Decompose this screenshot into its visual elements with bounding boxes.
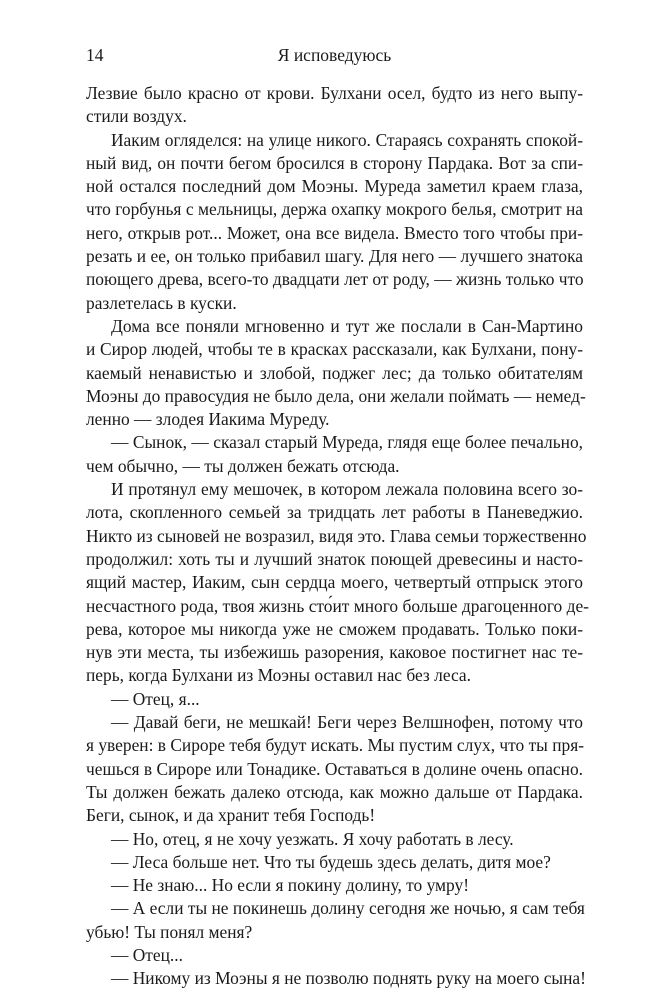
text-line: каемый ненавистью и злобой, поджег лес; да только обитателям bbox=[86, 362, 583, 383]
text-line: и Сирор людей, чтобы те в красках рассказали, как Булхани, пону- bbox=[86, 339, 583, 360]
text-line: — А если ты не покинешь долину сегодня же ночью, я сам тебя bbox=[111, 898, 585, 919]
text-line: ный вид, он почти бегом бросился в сторону Пардака. Вот за спи- bbox=[86, 152, 583, 173]
text-line: — Отец... bbox=[111, 944, 183, 965]
text-line: — Давай беги, не мешкай! Беги через Велшнофен, потому что bbox=[111, 712, 583, 733]
text-line: нув эти места, ты избежишь разорения, каковое постигнет нас те- bbox=[86, 642, 583, 663]
text-line: Дома все поняли мгновенно и тут же послали в Сан-Мартино bbox=[111, 315, 583, 336]
text-line: поющего древа, всего-то двадцати лет от роду, — жизнь только что bbox=[86, 269, 584, 290]
text-line: ленно — злодея Иакима Муреду. bbox=[86, 409, 330, 430]
text-line: ной остался последний дом Моэны. Муреда заметил краем глаза, bbox=[86, 176, 583, 197]
text-line: Ты должен бежать далеко отсюда, как можно дальше от Пардака. bbox=[86, 781, 583, 802]
text-line: Беги, сынок, и да хранит тебя Господь! bbox=[86, 805, 376, 826]
text-line: чем обычно, — ты должен бежать отсюда. bbox=[86, 455, 400, 476]
text-line: ящий мастер, Иаким, сын сердца моего, четвертый отпрыск этого bbox=[86, 572, 583, 593]
text-line: продолжил: хоть ты и лучший знаток поющей древесины и насто- bbox=[86, 548, 583, 569]
page-number: 14 bbox=[86, 45, 104, 65]
text-line: — Никому из Моэны я не позволю поднять руку на моего сына! bbox=[111, 968, 586, 989]
text-line: него, открыв рот... Может, она все видела. Вместо того чтобы при- bbox=[86, 222, 583, 243]
text-line: — Сынок, — сказал старый Муреда, глядя еще более печально, bbox=[111, 432, 583, 453]
text-line: — Леса больше нет. Что ты будешь здесь делать, дитя мое? bbox=[111, 851, 551, 872]
text-line: Моэны до правосудия не было дела, они желали поймать — немед- bbox=[86, 385, 586, 406]
text-line: что горбунья с мельницы, держа охапку мокрого белья, смотрит на bbox=[86, 199, 583, 220]
text-line: Иаким огляделся: на улице никого. Стараясь сохранять спокой- bbox=[111, 129, 583, 150]
text-line: перь, когда Булхани из Моэны оставил нас без леса. bbox=[86, 665, 471, 686]
text-line: Лезвие было красно от крови. Булхани осел, будто из него выпу- bbox=[86, 83, 583, 103]
text-line: разлетелась в куски. bbox=[86, 292, 237, 313]
text-line: — Отец, я... bbox=[111, 688, 200, 709]
running-title: Я исповедуюсь bbox=[277, 45, 392, 65]
body-text bbox=[86, 82, 589, 991]
text-line: чешься в Сироре или Тонадике. Оставаться в долине очень опасно. bbox=[86, 758, 583, 779]
text-line: я уверен: в Сироре тебя будут искать. Мы пустим слух, что ты пря- bbox=[86, 735, 584, 756]
text-line: резать и ее, он только прибавил шагу. Для него — лучшего знатока bbox=[86, 246, 583, 267]
text-line: рева, которое мы никогда уже не сможем продавать. Только поки- bbox=[86, 618, 583, 639]
text-line: И протянул ему мешочек, в котором лежала половина всего зо- bbox=[111, 479, 583, 500]
text-line: стили воздух. bbox=[86, 106, 187, 127]
text-line: лота, скопленного семьей за тридцать лет работы в Паневеджио. bbox=[86, 502, 583, 523]
text-line: — Но, отец, я не хочу уезжать. Я хочу работать в лесу. bbox=[111, 828, 514, 849]
text-line: — Не знаю... Но если я покину долину, то умру! bbox=[111, 875, 469, 896]
page-header bbox=[86, 45, 583, 71]
text-line: убью! Ты понял меня? bbox=[86, 921, 253, 942]
text-line: Никто из сыновей не возразил, видя это. Глава семьи торжественно bbox=[86, 525, 587, 546]
text-line: несчастного рода, твоя жизнь сто́ит много больше драгоценного де- bbox=[86, 595, 589, 616]
